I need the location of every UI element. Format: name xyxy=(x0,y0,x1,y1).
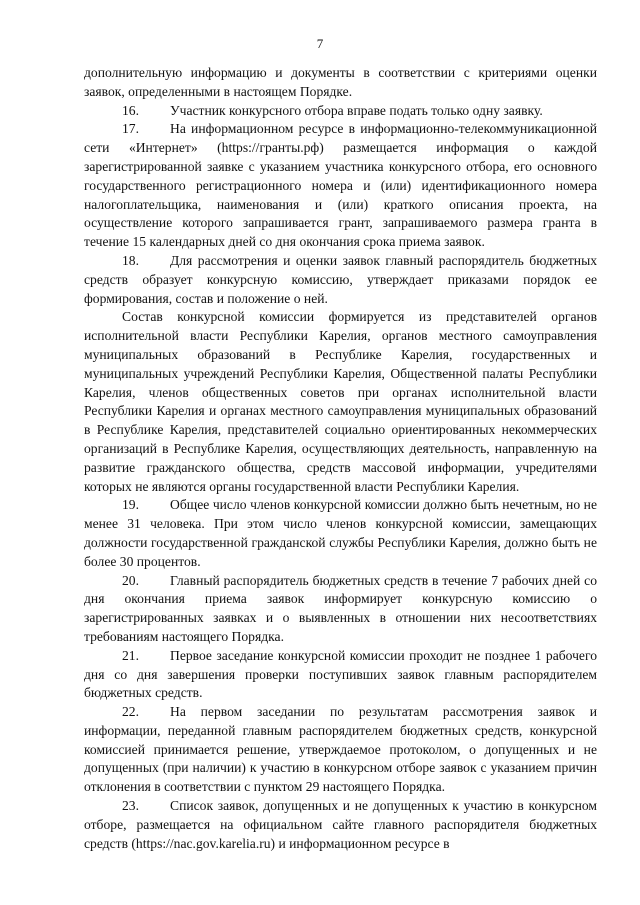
paragraph-text: Состав конкурсной комиссии формируется из представителей органов исполнительной власти Республики Карелия, органов местного самоуправления муниципальных образований в Республике Карелия, государственных и муниципальных учреждений Республики Карелия, Общественной палаты Республики Карелия, членов общественных советов при органах исполнительной власти Республики Карелия и органах местного самоуправления муниципальных образований в Республике Карелия, представителей социально ориентированных некоммерческих организаций в Республике Карелия, осуществляющих деятельность, направленную на развитие гражданского общества, средств массовой информации, учредителями которых не являются органы государственной власти Республики Карелия. xyxy=(84,309,597,494)
paragraph-21 xyxy=(84,647,597,703)
paragraph-18 xyxy=(84,252,597,308)
paragraph-number: 18. xyxy=(122,252,139,268)
paragraph-18-composition xyxy=(84,308,597,496)
paragraph-number: 20. xyxy=(122,572,139,588)
paragraph-text: Общее число членов конкурсной комиссии должно быть нечетным, но не менее 31 человека. При этом число членов конкурсной комиссии, замещающих должности государственной гражданской службы Республики Карелия, должно быть не более 30 процентов. xyxy=(84,497,597,569)
document-body xyxy=(84,64,597,853)
paragraph-text: На информационном ресурсе в информационно-телекоммуникационной сети «Интернет» (https://гранты.рф) размещается информация о каждой зарегистрированной заявке с указанием участника конкурсного отбора, его основного государственного регистрационного номера и (или) идентификационного номера налогоплательщика, наименования и (или) краткого описания проекта, на осуществление которого запрашивается грант, запрашиваемого размера гранта в течение 15 календарных дней со дня окончания срока приема заявок. xyxy=(84,121,597,250)
paragraph-23 xyxy=(84,797,597,853)
paragraph-text: Участник конкурсного отбора вправе подать только одну заявку. xyxy=(170,102,543,118)
paragraph-number: 19. xyxy=(122,497,139,513)
paragraph-text: На первом заседании по результатам рассмотрения заявок и информации, переданной главным распорядителем бюджетных средств, конкурсной комиссией принимается решение, утверждаемое протоколом, о допущенных и не допущенных (при наличии) к участию в конкурсном отборе заявок с указанием причин отклонения в соответствии с пунктом 29 настоящего Порядка. xyxy=(84,704,597,795)
paragraph-text: Первое заседание конкурсной комиссии проходит не позднее 1 рабочего дня со дня завершения проверки поступивших заявок главным распорядителем бюджетных средств. xyxy=(84,647,597,701)
paragraph-20 xyxy=(84,572,597,647)
paragraph-17 xyxy=(84,120,597,252)
page-number: 7 xyxy=(316,36,324,51)
paragraph-number: 23. xyxy=(122,798,139,814)
paragraph-number: 16. xyxy=(122,102,139,118)
paragraph-text: Список заявок, допущенных и не допущенных к участию в конкурсном отборе, размещается на официальном сайте главного распорядителя бюджетных средств (https://nac.gov.karelia.ru) и информационном ресурсе в xyxy=(84,798,597,851)
paragraph-19 xyxy=(84,496,597,571)
paragraph-text: дополнительную информацию и документы в соответствии с критериями оценки заявок, определенными в настоящем Порядке. xyxy=(84,65,597,99)
paragraph-22 xyxy=(84,703,597,797)
paragraph-continuation xyxy=(84,64,597,102)
paragraph-text: Для рассмотрения и оценки заявок главный распорядитель бюджетных средств образует конкурсную комиссию, утверждает приказами порядок ее формирования, состав и положение о ней. xyxy=(84,252,597,306)
paragraph-16 xyxy=(84,102,597,121)
paragraph-text: Главный распорядитель бюджетных средств в течение 7 рабочих дней со дня окончания приема заявок информирует конкурсную комиссию о зарегистрированных заявках и о выявленных в отношении них несоответствиях требованиям настоящего Порядка. xyxy=(84,572,597,644)
paragraph-number: 17. xyxy=(122,121,139,137)
paragraph-number: 22. xyxy=(122,704,139,720)
paragraph-number: 21. xyxy=(122,647,139,663)
